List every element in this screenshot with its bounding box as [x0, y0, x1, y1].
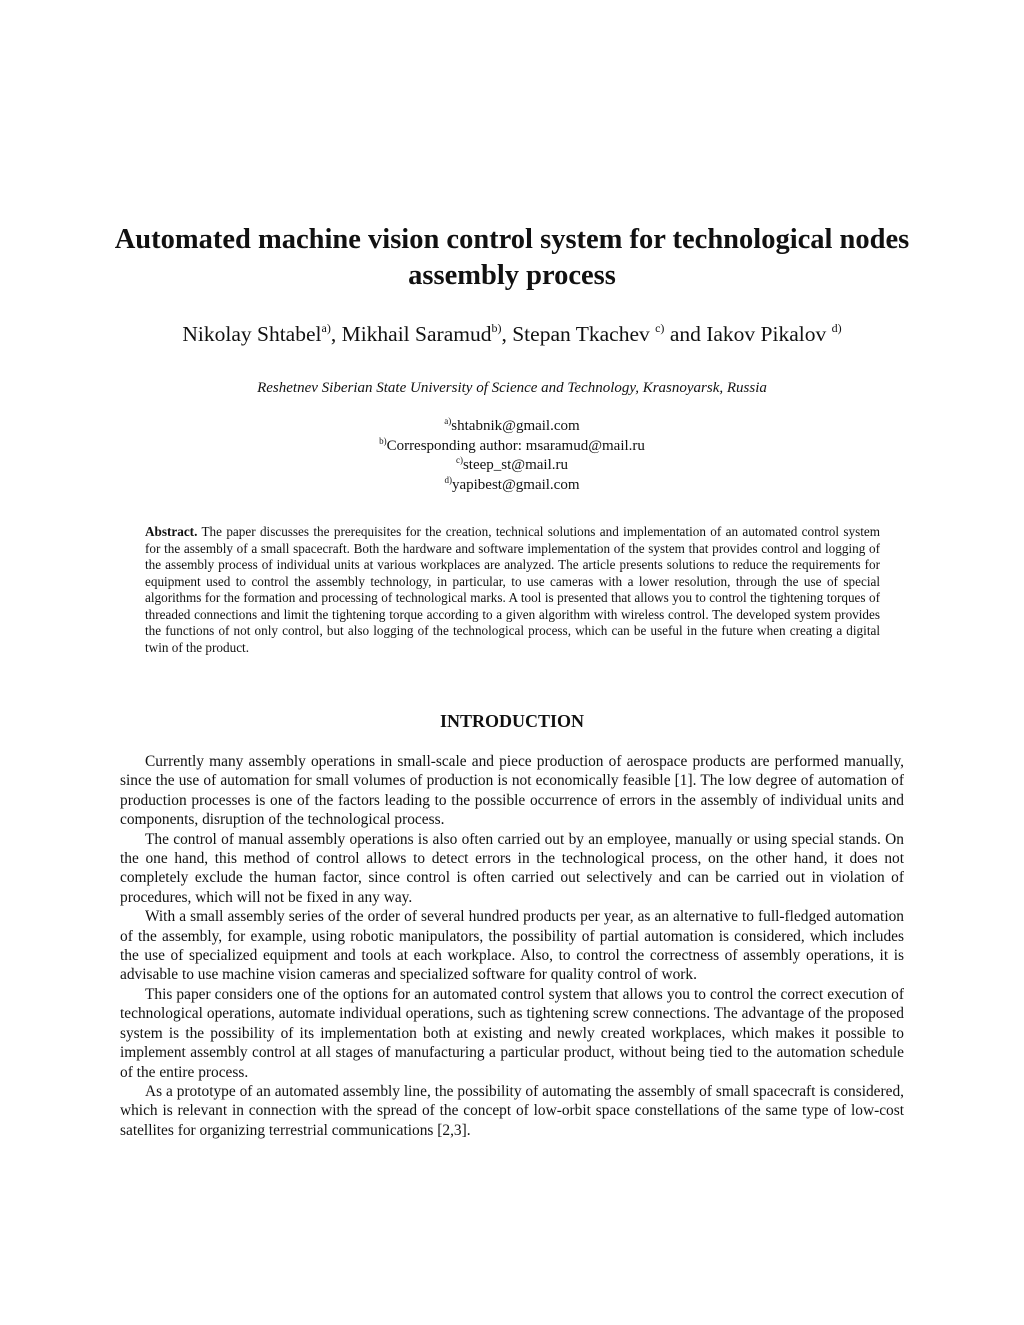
author-list	[60, 320, 964, 348]
email-text: steep_st@mail.ru	[462, 457, 569, 473]
email-mark: d)	[444, 474, 452, 485]
author-name: Stepan Tkachev	[512, 322, 656, 346]
author-separator: and	[664, 322, 707, 346]
author-affiliation-mark: d)	[831, 321, 842, 335]
section-heading-introduction: INTRODUCTION	[439, 711, 585, 731]
email-mark: b)	[379, 435, 387, 446]
email-line	[200, 437, 824, 457]
email-text: shtabnik@gmail.com	[451, 418, 580, 434]
body-paragraph: As a prototype of an automated assembly line, the possibility of automating the assembly of small spacecraft is considered, which is relevant in connection with the spread of the concept of low-orbit space constellations of the same type of low-cost satellites for organizing terrestrial communications [2,3].	[120, 1082, 904, 1139]
email-line	[200, 417, 824, 437]
body-paragraph: This paper considers one of the options for an automated control system that allows you to control the correct execution of technological operations, automate individual operations, such as tightening screw connections. The advantage of the proposed system is the possibility of its implementation both at existing and newly created workplaces, which makes it possible to implement assembly control at all stages of manufacturing a particular product, without being tied to the automation schedule of the entire process.	[120, 985, 904, 1081]
author-affiliation-mark: c)	[655, 321, 665, 335]
author-name: Nikolay Shtabel	[182, 322, 322, 346]
abstract-text: The paper discusses the prerequisites for the creation, technical solutions and implementation of an automated control system for the assembly of a small spacecraft. Both the hardware and software implementation of the system that provides control and logging of the assembly process of individual units at various workplaces are analyzed. The article presents solutions to reduce the requirements for equipment used to control the assembly technology, in particular, to use cameras with a lower resolution, through the use of special algorithms for the formation and processing of technological marks. A tool is presented that allows you to control the tightening torques of threaded connections and limit the tightening torque according to a given algorithm with wireless control. The developed system provides the functions of not only control, but also logging of the technological process, which can be useful in the future when creating a digital twin of the product.	[145, 524, 880, 655]
paper-title: Automated machine vision control system for technological nodes assembly process	[114, 224, 910, 291]
email-line	[200, 456, 824, 476]
affiliation: Reshetnev Siberian State University of Science and Technology, Krasnoyarsk, Russia	[257, 380, 767, 396]
body-paragraph: The control of manual assembly operations is also often carried out by an employee, manually or using special stands. On the one hand, this method of control allows to detect errors in the technological process, on the other hand, it does not completely exclude the human factor, since control is often carried out selectively and can be carried out in violation of procedures, which will not be fixed in any way.	[120, 830, 904, 906]
author-separator: ,	[330, 322, 342, 346]
author-name: Iakov Pikalov	[706, 322, 832, 346]
author-affiliation-mark: a)	[321, 321, 331, 335]
email-text: Corresponding author: msaramud@mail.ru	[386, 437, 645, 454]
introduction-body	[120, 752, 904, 1140]
author-affiliation-mark: b)	[491, 321, 502, 335]
body-paragraph: Currently many assembly operations in small-scale and piece production of aerospace products are performed manually, since the use of automation for small volumes of production is not economically feasible [1]. The low degree of automation of production processes is one of the factors leading to the possible occurrence of errors in the assembly of individual units and components, disruption of the technological process.	[120, 753, 904, 829]
email-mark: a)	[444, 416, 452, 426]
abstract-label: Abstract.	[145, 524, 198, 539]
author-name: Mikhail Saramud	[341, 322, 492, 346]
email-list	[200, 417, 824, 495]
email-mark: c)	[455, 455, 463, 465]
abstract	[145, 524, 880, 656]
author-separator: ,	[501, 322, 513, 346]
email-line	[200, 476, 824, 496]
email-text: yapibest@gmail.com	[451, 476, 580, 493]
body-paragraph: With a small assembly series of the order of several hundred products per year, as an alternative to full-fledged automation of the assembly, for example, using robotic manipulators, the possibility of partial automation is considered, which includes the use of specialized equipment and tools at each workplace. Also, to control the correctness of assembly operations, it is advisable to use machine vision cameras and specialized software for quality control of work.	[120, 908, 904, 984]
